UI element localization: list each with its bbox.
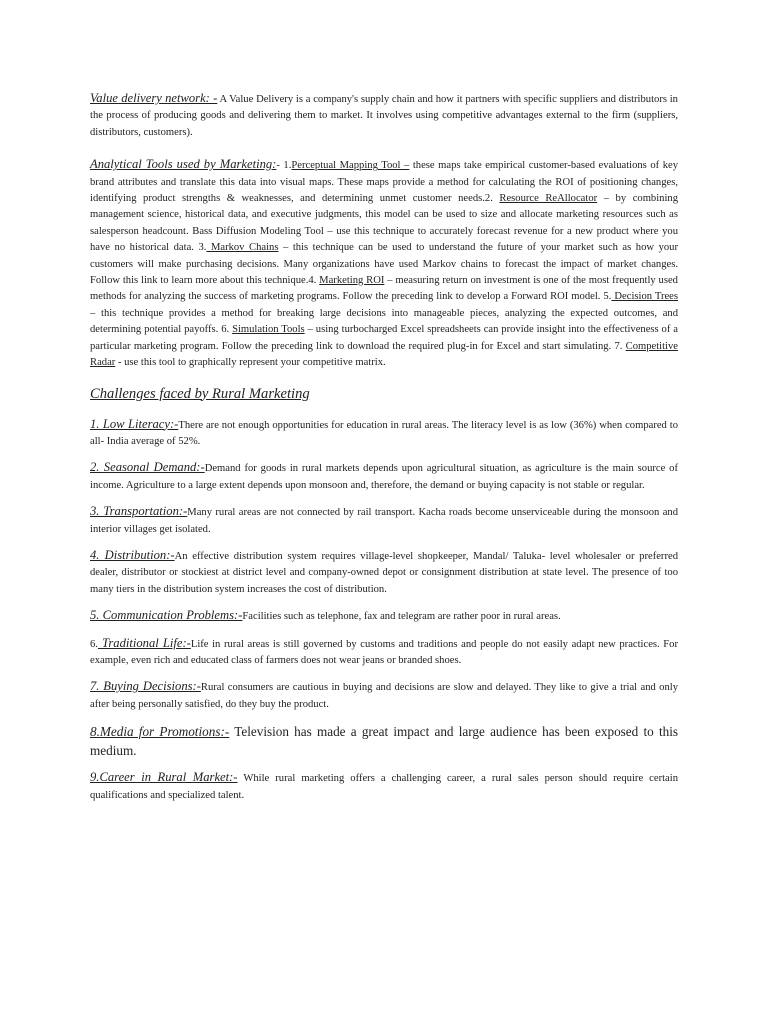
value-delivery-heading: Value delivery network: - <box>90 91 218 105</box>
value-delivery-paragraph <box>90 90 678 141</box>
challenge-label: 5. Communication Problems:- <box>90 608 243 623</box>
challenge-label: 8.Media for Promotions:- <box>90 724 230 740</box>
challenges-heading: Challenges faced by Rural Marketing <box>90 385 310 402</box>
challenge-item-media <box>90 722 678 760</box>
tool-name: Markov Chains <box>206 242 279 254</box>
analytical-tools-paragraph <box>90 156 678 371</box>
challenge-label: Traditional Life:- <box>97 635 191 650</box>
tool-name: Simulation Tools <box>232 324 305 336</box>
tool-text: – by combining management science, historical data, and executive judgments, this model can be used to size and allocate marketing resources such as salesperson headcount. Bass Diffusion Modeling Tool – use this technique to accurately forecast revenue for a new product where you have no historical data. 3. <box>90 193 679 254</box>
tool-text: – using turbocharged Excel spreadsheets can provide insight into the effectiveness of a particular marketing program. Follow the preceding link to download the required plug-in for Excel and start simulating. 7. <box>90 324 678 352</box>
tool-text: – this technique can be used to understand the future of your market such as how your customers will make purchasing decisions. Many organizations have used Markov chains to forecast the impact of market changes. Follow this link to learn more about this technique.4. <box>90 242 678 287</box>
challenge-text: There are not enough opportunities for education in rural areas. The literacy level is as low (36%) when compared to all- India average of 52%. <box>90 419 678 447</box>
tool-text: – measuring return on investment is one of the most frequently used methods for analyzing the success of marketing programs. Follow the preceding link to develop a Forward ROI model. 5. <box>90 275 678 303</box>
challenge-item <box>90 547 678 598</box>
tool-text: – this technique provides a method for breaking large decisions into manageable pieces, analyzing the expected outcomes, and determining potential payoffs. 6. <box>90 307 678 336</box>
tool-name: Perceptual Mapping Tool – <box>291 160 410 172</box>
tool-text: these maps take empirical customer-based evaluations of key brand attributes and translate this data into visual maps. These maps provide a method for calculating the ROI of positioning changes, identifying product strengths & weaknesses, and determining unmet customer needs.2. <box>90 160 678 205</box>
challenge-label: 4. Distribution:- <box>90 547 175 562</box>
tool-name: Competitive Radar <box>90 340 678 369</box>
challenge-item <box>90 635 678 670</box>
challenge-text: Many rural areas are not connected by rail transport. Kacha roads become unserviceable during the monsoon and interior villages get isolated. <box>90 507 678 535</box>
tool-name: Marketing ROI <box>319 275 385 287</box>
challenge-label: 1. Low Literacy:- <box>90 416 179 431</box>
challenge-text: Life in rural areas is still governed by customs and traditions and people do not easily adapt new practices. For example, even rich and educated class of farmers does not wear jeans or branded shoes. <box>90 638 678 666</box>
challenge-text: Rural consumers are cautious in buying and decisions are slow and delayed. They like to give a trial and only after being personally satisfied, do they buy the product. <box>90 682 678 710</box>
value-delivery-text: A Value Delivery is a company's supply chain and how it partners with specific suppliers and distributors in the process of producing goods and delivering them to market. It involves using competitive advantages external to the firm (suppliers, distributors, customers). <box>90 94 678 138</box>
challenge-label: 9.Career in Rural Market:- <box>90 770 238 785</box>
challenge-item <box>90 607 678 625</box>
tool-name: Decision Trees <box>611 291 678 303</box>
challenge-item-career <box>90 769 678 804</box>
document-page <box>90 90 678 813</box>
tool-name: Resource ReAllocator <box>499 193 598 205</box>
challenge-item <box>90 459 678 494</box>
challenge-prefix: 6. <box>90 638 98 650</box>
challenge-item <box>90 503 678 538</box>
challenge-text: Demand for goods in rural markets depends upon agricultural situation, as agriculture is the main source of income. Agriculture to a large extent depends upon monsoon and, therefore, the demand or buying capacity is not stable or regular. <box>90 463 678 491</box>
analytical-tools-heading: Analytical Tools used by Marketing: <box>90 157 277 172</box>
challenge-text: Television has made a great impact and large audience has been exposed to this medium. <box>90 724 678 759</box>
tool-text: - use this tool to graphically represent your competitive matrix. <box>115 357 386 369</box>
challenge-label: 2. Seasonal Demand:- <box>90 460 205 475</box>
analytical-tools-intro: - 1. <box>276 160 292 172</box>
challenge-label: 3. Transportation:- <box>90 504 188 519</box>
challenge-text: While rural marketing offers a challenging career, a rural sales person should require certain qualifications and specialized talent. <box>90 773 679 801</box>
challenge-item <box>90 416 678 451</box>
challenge-text: An effective distribution system requires village-level shopkeeper, Mandal/ Taluka- level wholesaler or preferred dealer, distributor or stockiest at district level and company-owned depot or consignment distribution at state level. The presence of too many tiers in the distribution system increases the cost of distribution. <box>90 550 678 595</box>
challenge-text: Facilities such as telephone, fax and telegram are rather poor in rural areas. <box>242 611 561 623</box>
challenge-item <box>90 678 678 713</box>
challenge-label: 7. Buying Decisions:- <box>90 679 201 694</box>
